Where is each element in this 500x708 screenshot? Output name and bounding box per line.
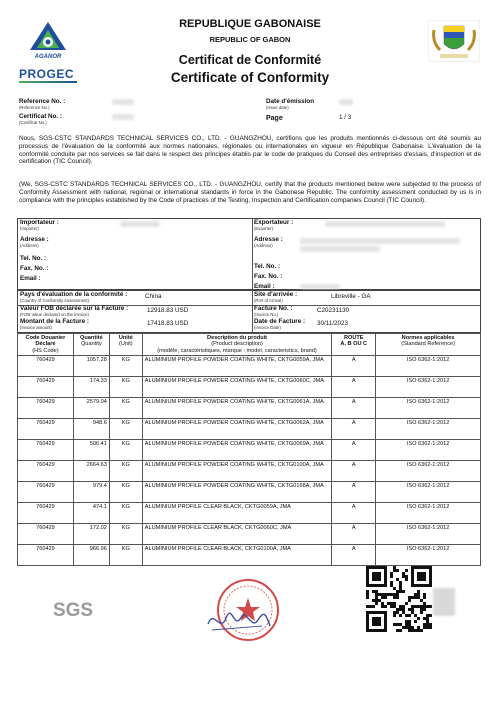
cell-quantity: 1057.28 [73, 355, 109, 376]
importer-fax-label: Fax. No. : [20, 265, 49, 272]
table-row [18, 355, 481, 376]
certificate-title-fr: Certificat de Conformité [178, 53, 322, 67]
cell-quantity: 948.6 [73, 418, 109, 439]
cell-standard: ISO 6362-1:2012 [376, 397, 481, 418]
cell-description: ALUMINIUM PROFILE CLEAR BLACK, CKTG0060C, JMA [142, 523, 331, 544]
cell-route: A [332, 460, 376, 481]
cell-hs-code: 760429 [18, 544, 74, 565]
cell-unit: KG [109, 460, 142, 481]
header-route: ROUTE A, B OU C [332, 334, 376, 356]
product-table [17, 333, 481, 566]
reference-sublabel: (Reference No.) [19, 105, 50, 110]
sgs-logo-icon [50, 594, 96, 624]
exporter-tel-label: Tel. No. : [254, 263, 281, 270]
invoice-number-sublabel: (Invoice No.) [254, 312, 279, 317]
cell-route: A [332, 355, 376, 376]
cell-description: ALUMINIUM PROFILE POWDER COATING WHITE, CKTG0168A, JMA [142, 481, 331, 502]
importer-address-sublabel: (Address) [20, 243, 39, 248]
table-row [18, 418, 481, 439]
cell-hs-code: 760429 [18, 397, 74, 418]
invoice-number-label: Facture No. : [254, 305, 293, 312]
cell-standard: ISO 6362-1:2012 [376, 376, 481, 397]
invoice-number-value: C20231130 [317, 307, 350, 314]
importer-value-redacted [120, 221, 160, 227]
certificate-title-en: Certificate of Conformity [170, 70, 330, 85]
cell-description: ALUMINIUM PROFILE POWDER COATING WHITE, CKTG0060C, JMA [142, 376, 331, 397]
exporter-address-redacted-2 [300, 246, 380, 252]
cell-route: A [332, 439, 376, 460]
statement-french: Nous, SGS-CSTC STANDARDS TECHNICAL SERVICES CO., LTD. - GUANGZHOU, certifions que les produits mentionnés ci-dessous ont été soumis au processus de l'évaluation de la conformité aux normes nationales, régionales ou internationales en vigueur en République Gabonaise. L'évaluation de la conformité conduite par nos services se fait dans le respect des principes établis par le code de pratiques du Conseil des entreprises d'essais, d'inspection et de certification (TIC Council). [19, 135, 481, 166]
gabon-coat-of-arms [428, 20, 480, 62]
cell-hs-code: 760429 [18, 523, 74, 544]
fob-value-sublabel: (FOB Value declared on the invoice) [20, 312, 89, 317]
cell-unit: KG [109, 376, 142, 397]
arrival-site-label: Site d'arrivée : [254, 291, 298, 298]
cell-standard: ISO 6362-1:2012 [376, 355, 481, 376]
importer-tel-label: Tel. No. : [20, 255, 47, 262]
arrival-site-value: Libreville - GA [331, 293, 371, 300]
cell-unit: KG [109, 439, 142, 460]
invoice-date-value: 30/11/2023 [317, 320, 349, 327]
sgs-logo-text: SGS [52, 600, 94, 621]
table-row [18, 523, 481, 544]
coat-of-arms-icon [428, 20, 480, 62]
cell-quantity: 174.33 [73, 376, 109, 397]
exporter-label: Exportateur : [254, 219, 294, 226]
table-row [18, 502, 481, 523]
cell-route: A [332, 397, 376, 418]
cell-unit: KG [109, 544, 142, 565]
cell-route: A [332, 481, 376, 502]
exporter-sublabel: (Exporter) [254, 226, 274, 231]
cell-quantity: 2664.63 [73, 460, 109, 481]
parties-box [17, 218, 481, 290]
invoice-amount-label: Montant de la Facture : [20, 318, 89, 325]
progec-underline [19, 81, 77, 83]
certificat-value-redacted [112, 114, 134, 120]
cell-quantity: 506.41 [73, 439, 109, 460]
cell-hs-code: 760429 [18, 418, 74, 439]
country-title-fr: REPUBLIQUE GABONAISE [179, 18, 321, 30]
cell-description: ALUMINIUM PROFILE POWDER COATING WHITE, CKTG0069A, JMA [142, 439, 331, 460]
origin-country-label: Pays d'évaluation de la conformité : [20, 291, 128, 298]
exporter-fax-label: Fax. No. : [254, 273, 283, 280]
cell-standard: ISO 6362-1:2012 [376, 544, 481, 565]
cell-description: ALUMINIUM PROFILE CLEAR BLACK, CKTG0100A, JMA [142, 544, 331, 565]
qr-code [366, 566, 432, 632]
signature [204, 604, 274, 638]
cell-route: A [332, 544, 376, 565]
cell-unit: KG [109, 481, 142, 502]
cell-standard: ISO 6362-1:2012 [376, 523, 481, 544]
table-header-row [18, 334, 481, 356]
header-quantity: Quantité Quantity [73, 334, 109, 356]
arrival-site-sublabel: (Port of Arrival) [254, 298, 283, 303]
importer-sublabel: (Importer) [20, 226, 39, 231]
cell-hs-code: 760429 [18, 502, 74, 523]
header-description: Description du produit (Product description) (modèle, caractéristiques, marque : model, caracteristics, brand) [142, 334, 331, 356]
country-title-en: REPUBLIC OF GABON [209, 35, 291, 44]
exporter-address-sublabel: (Address) [254, 243, 273, 248]
invoice-amount-value: 17418.83 USD [147, 320, 189, 327]
fob-value-label: Valeur FOB déclarée sur la Facture : [20, 305, 129, 312]
cell-standard: ISO 6362-1:2012 [376, 502, 481, 523]
table-row [18, 481, 481, 502]
cell-standard: ISO 6362-1:2012 [376, 439, 481, 460]
progec-logo: PROGEC [19, 67, 75, 81]
cell-route: A [332, 376, 376, 397]
reference-value-redacted [112, 99, 134, 105]
exporter-email-label: Email : [254, 283, 275, 290]
certificat-sublabel: (Certificat No.) [19, 120, 47, 125]
reference-label: Reference No. : [19, 98, 66, 105]
importer-label: Importateur : [20, 219, 59, 226]
sgs-logo [50, 594, 96, 624]
signature-icon [204, 604, 274, 638]
cell-unit: KG [109, 502, 142, 523]
cell-quantity: 172.02 [73, 523, 109, 544]
cell-hs-code: 760429 [18, 439, 74, 460]
cell-standard: ISO 6362-1:2012 [376, 460, 481, 481]
cell-standard: ISO 6362-1:2012 [376, 481, 481, 502]
table-row [18, 460, 481, 481]
issue-date-label: Date d'émission [266, 98, 315, 105]
cell-route: A [332, 502, 376, 523]
header-unit: Unité (Unit) [109, 334, 142, 356]
cell-quantity: 474.1 [73, 502, 109, 523]
cell-hs-code: 760429 [18, 481, 74, 502]
importer-address-label: Adresse : [20, 236, 49, 243]
table-row [18, 439, 481, 460]
cell-description: ALUMINIUM PROFILE POWDER COATING WHITE, CKTG0059A, JMA [142, 355, 331, 376]
cell-unit: KG [109, 418, 142, 439]
cell-quantity: 2579.04 [73, 397, 109, 418]
header-standard: Normes applicables (Standard Reference) [376, 334, 481, 356]
fob-value: 12918.83 USD [147, 307, 189, 314]
page-number: 1 / 3 [339, 114, 352, 121]
invoice-date-label: Date de Facture : [254, 318, 306, 325]
issue-date-sublabel: (Issue date) [266, 105, 289, 110]
cell-route: A [332, 523, 376, 544]
cell-unit: KG [109, 397, 142, 418]
qr-code-icon [366, 566, 432, 632]
cell-description: ALUMINIUM PROFILE POWDER COATING WHITE, CKTG0100A, JMA [142, 460, 331, 481]
cell-hs-code: 760429 [18, 460, 74, 481]
cell-description: ALUMINIUM PROFILE POWDER COATING WHITE, CKTG0062A, JMA [142, 418, 331, 439]
cell-description: ALUMINIUM PROFILE POWDER COATING WHITE, CKTG0061A, JMA [142, 397, 331, 418]
origin-country-value: China [145, 293, 162, 300]
origin-country-sublabel: (Country of Conformity Assessment) [20, 298, 90, 303]
cell-hs-code: 760429 [18, 376, 74, 397]
table-row [18, 397, 481, 418]
cell-quantity: 979.4 [73, 481, 109, 502]
exporter-address-label: Adresse : [254, 236, 283, 243]
cell-quantity: 966.96 [73, 544, 109, 565]
issue-date-value-redacted [339, 99, 353, 105]
exporter-address-redacted [300, 238, 460, 244]
exporter-email-redacted [300, 284, 340, 289]
exporter-value-redacted [325, 221, 445, 227]
page-label: Page [266, 115, 283, 122]
cell-unit: KG [109, 355, 142, 376]
cell-standard: ISO 6362-1:2012 [376, 418, 481, 439]
qr-side-redacted [433, 588, 455, 616]
cell-route: A [332, 418, 376, 439]
statement-english: (We, SGS-CSTC STANDARDS TECHNICAL SERVICES CO., LTD. - GUANGZHOU, certify that the products mentioned below were subjected to the process of Conformity Assessment with national, regional or international standards in force in the Gabonese Republic. The conformity assessment conducted by us is in compliance with the principles established by the Code of practices of the Testing, Inspection and Certification companies Council (TIC Council). [19, 181, 481, 204]
aganor-logo-text: AGANOR [34, 54, 62, 60]
invoice-date-sublabel: (Invoice Date) [254, 325, 281, 330]
importer-email-label: Email : [20, 275, 41, 282]
invoice-amount-sublabel: (Invoice amount) [20, 325, 53, 330]
cell-description: ALUMINIUM PROFILE CLEAR BLACK, CKTG0059A, JMA [142, 502, 331, 523]
table-row [18, 376, 481, 397]
table-row [18, 544, 481, 565]
cell-hs-code: 760429 [18, 355, 74, 376]
certificat-label: Certificat No. : [19, 113, 63, 120]
header-hs-code: Code Douanier Déclaré (HS Code) [18, 334, 74, 356]
cell-unit: KG [109, 523, 142, 544]
